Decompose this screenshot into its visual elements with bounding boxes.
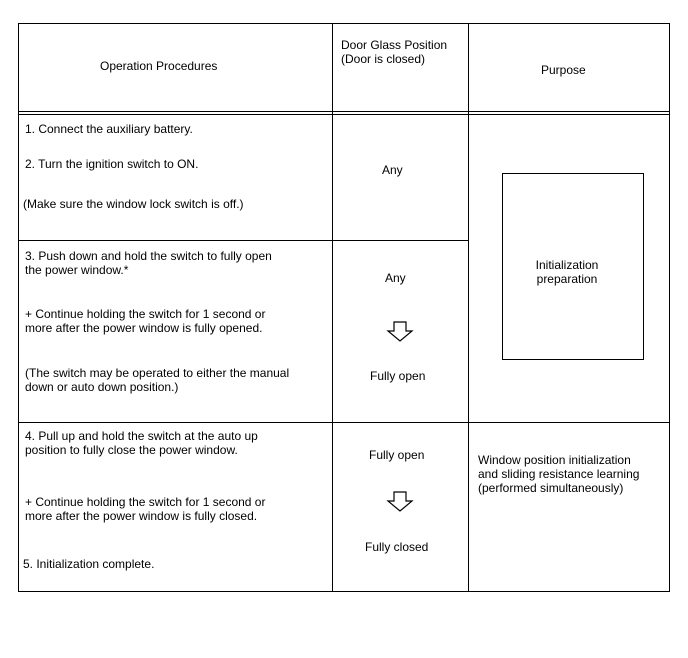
step-3-note-line-2: down or auto down position.) [25,380,179,394]
down-arrow-icon [386,321,414,343]
down-arrow-icon [386,491,414,513]
step-3-line-2: the power window.* [25,263,129,277]
header-door-closed-note: (Door is closed) [341,52,426,66]
header-door-glass-position: Door Glass Position [341,38,448,52]
purpose-learning-line-2: and sliding resistance learning [478,467,640,481]
row-1-position: Any [382,163,403,177]
header-purpose: Purpose [541,63,586,77]
row-divider-2 [18,422,670,423]
header-divider-top [18,111,670,112]
row-2-position-end: Fully open [370,369,426,383]
purpose-learning-line-1: Window position initialization [478,453,631,467]
step-2-text: 2. Turn the ignition switch to ON. [25,157,199,171]
step-1-text: 1. Connect the auxiliary battery. [25,122,193,136]
step-4-hold-line-1: + Continue holding the switch for 1 second or [25,495,266,509]
header-operation-procedures: Operation Procedures [100,59,218,73]
header-divider-bottom [18,114,670,115]
step-5-text: 5. Initialization complete. [23,557,155,571]
purpose-preparation-line-2: preparation [536,272,598,286]
step-4-line-1: 4. Pull up and hold the switch at the auto up [25,429,258,443]
step-4-hold-line-2: more after the power window is fully closed. [25,509,258,523]
purpose-preparation-line-1: Initialization [535,258,599,272]
purpose-learning-line-3: (performed simultaneously) [478,481,624,495]
row-divider-1 [18,240,469,241]
row-3-position-end: Fully closed [365,540,429,554]
step-3-hold-line-2: more after the power window is fully opened. [25,321,263,335]
column-divider-2 [468,23,469,592]
window-lock-note: (Make sure the window lock switch is off.) [23,197,244,211]
row-3-position-start: Fully open [369,448,425,462]
step-3-line-1: 3. Push down and hold the switch to fully open [25,249,272,263]
row-2-position-start: Any [385,271,406,285]
step-3-note-line-1: (The switch may be operated to either the manual [25,366,290,380]
step-4-line-2: position to fully close the power window. [25,443,238,457]
column-divider-1 [332,23,333,592]
step-3-hold-line-1: + Continue holding the switch for 1 second or [25,307,266,321]
